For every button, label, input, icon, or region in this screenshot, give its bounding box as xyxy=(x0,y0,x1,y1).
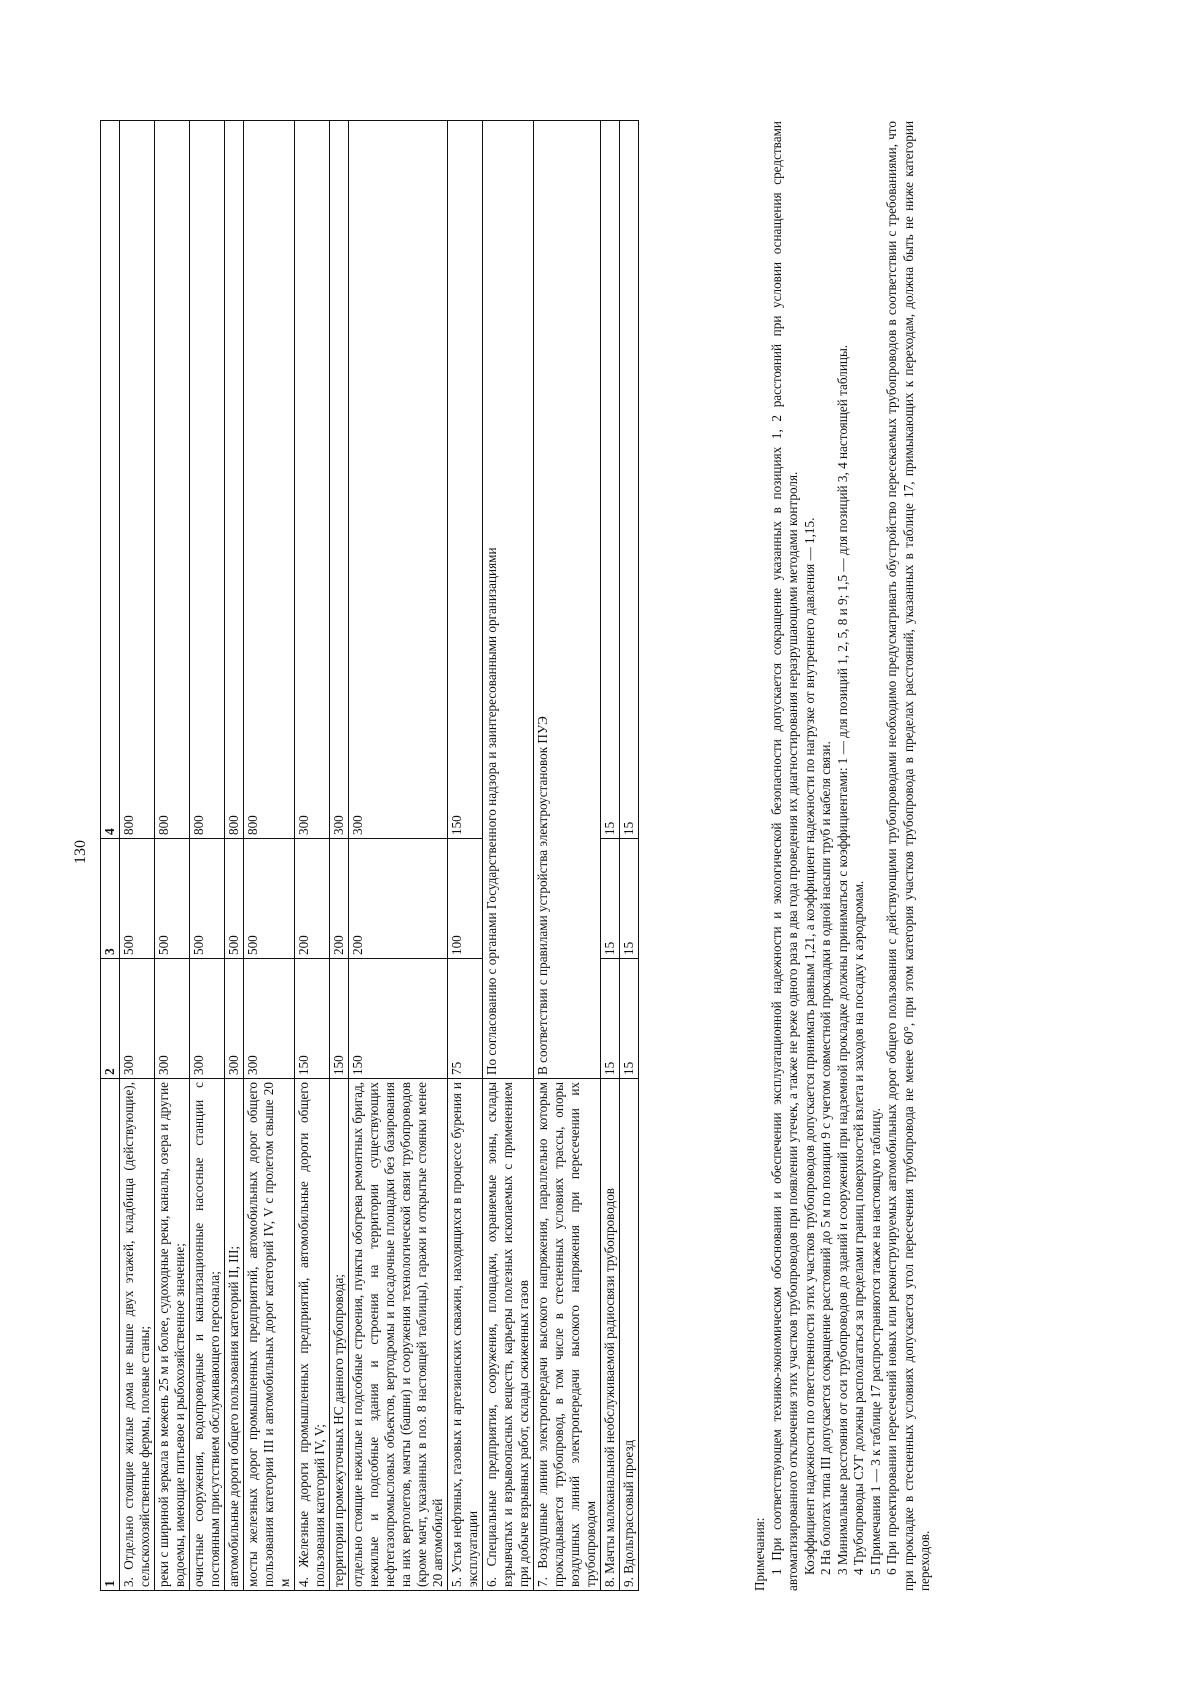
table-row xyxy=(225,121,244,1591)
note-item: 4 Трубопроводы СУГ должны располагаться за пределами границ поверхностей взлета и заходов на посадку к аэродромам. xyxy=(851,880,866,1575)
row-value-col-2: 15 xyxy=(620,959,639,1079)
row-description: территории промежуточных НС данного трубопровода; xyxy=(330,1079,349,1591)
row-value-col-4: 300 xyxy=(330,121,349,839)
table-row xyxy=(120,121,155,1591)
row-description: 5. Устья нефтяных, газовых и артезианских скважин, находящихся в процессе бурения и эксплуатации xyxy=(448,1079,483,1591)
header-col-4: 4 xyxy=(101,121,120,839)
row-description: 8. Мачты малоканальной необслуживаемой радиосвязи трубопроводов xyxy=(601,1079,620,1591)
table-row xyxy=(601,121,620,1591)
row-value-col-2: 150 xyxy=(330,959,349,1079)
table-row xyxy=(295,121,330,1591)
header-col-3: 3 xyxy=(101,839,120,959)
row-value-col-4: 800 xyxy=(190,121,225,839)
notes-section xyxy=(752,121,934,1591)
row-description: 6. Специальные предприятия, сооружения, площадки, охраняемые зоны, склады взрывчатых и взрывоопасных веществ, карьеры полезных ископаемых с применением при добыче взрывных работ, склады сжиженных газов xyxy=(483,1079,534,1591)
row-value-col-4: 800 xyxy=(225,121,244,839)
note-item: 1 При соответствующем технико-экономическом обосновании и обеспечении эксплуатационной надежности и экологической безопасности допускается сокращение указанных в позициях 1, 2 расстояний при условии оснащения средствами автоматизированного отключения этих участков трубопроводов при появлении утечек, а также не реже одного раза в два года проведения их диагностирования неразрушающими методами контроля. xyxy=(768,121,800,1591)
row-value-col-2: 150 xyxy=(349,959,448,1079)
header-col-1: 1 xyxy=(101,1079,120,1591)
row-value-col-2: 75 xyxy=(448,959,483,1079)
table-row xyxy=(483,121,534,1591)
row-value-col-3: 200 xyxy=(295,839,330,959)
row-description: отдельно стоящие нежилые и подсобные строения, пункты обогрева ремонтных бригад, нежилые и подсобные здания и строения на территории существующих нефтегазопромысловых объектов, вертодромы и посадочные площадки без базирования на них вертолетов, мачты (башни) и сооружения технологической связи трубопроводов (кроме мачт, указанных в поз. 8 настоящей таблицы), гаражи и открытые стоянки менее 20 автомобилей xyxy=(349,1079,448,1591)
row-description: реки с шириной зеркала в межень 25 м и более, судоходные реки, каналы, озера и другие водоемы, имеющие питьевое и рыбохозяйственное значение; xyxy=(155,1079,190,1591)
row-description: 3. Отдельно стоящие жилые дома не выше двух этажей, кладбища (действующие), сельскохозяйственные фермы, полевые станы; xyxy=(120,1079,155,1591)
notes-heading: Примечания: xyxy=(752,1517,767,1591)
row-description: автомобильные дороги общего пользования категорий II, III; xyxy=(225,1079,244,1591)
row-description: 4. Железные дороги промышленных предприятий, автомобильные дороги общего пользования категорий IV, V; xyxy=(295,1079,330,1591)
header-col-2: 2 xyxy=(101,959,120,1079)
row-value-col-2: 300 xyxy=(155,959,190,1079)
note-item: 3 Минимальные расстояния от оси трубопроводов до зданий и сооружений при надземной прокладке должны приниматься с коэффициентами: 1 — для позиций 1, 2, 5, 8 и 9; 1,5 — для позиций 3, 4 настоящей таблицы. xyxy=(834,344,850,1575)
table-header-row xyxy=(101,121,120,1591)
row-value-col-3: 500 xyxy=(225,839,244,959)
row-description: 9. Вдольтрассовый проезд xyxy=(620,1079,639,1591)
table-row xyxy=(190,121,225,1591)
row-value-col-4: 150 xyxy=(448,121,483,839)
row-value-col-4: 800 xyxy=(155,121,190,839)
note-item: 2 На болотах типа III допускается сокращение расстояний до 5 м по позиции 9 с учетом совместной прокладки в одной насыпи труб и кабеля связи. xyxy=(818,741,833,1575)
table-row xyxy=(244,121,295,1591)
row-value-col-2: 300 xyxy=(120,959,155,1079)
row-value-col-2: 15 xyxy=(601,959,620,1079)
note-item: Коэффициент надежности по ответственности этих участков трубопроводов допускается принимать равным 1,21, а коэффициент надежности по нагрузке от внутреннего давления — 1,15. xyxy=(801,517,817,1575)
notes-list xyxy=(769,121,934,1591)
row-value-col-4: 300 xyxy=(295,121,330,839)
note-item: 6 При проектировании пересечений новых или реконструируемых автомобильных дорог общего пользования с действующими трубопроводами необходимо предусматривать обустройство пересекаемых трубопроводов в соответствии с требованиями, что при прокладке в стесненных условиях допускается угол пересечения трубопровода не менее 60°, при этом категория участков трубопровода в пределах расстояний, указанных в таблице 17, примыкающих к переходам, должна быть не ниже категории переходов. xyxy=(884,121,932,1591)
row-value-col-4: 15 xyxy=(601,121,620,839)
row-value-col-4: 800 xyxy=(244,121,295,839)
row-requirement: В соответствии с правилами устройства электроустановок ПУЭ xyxy=(534,121,601,1079)
row-value-col-4: 300 xyxy=(349,121,448,839)
row-value-col-4: 15 xyxy=(620,121,639,839)
row-requirement: По согласованию с органами Государственного надзора и заинтересованными организациями xyxy=(483,121,534,1079)
row-description: очистные сооружения, водопроводные и канализационные насосные станции с постоянным присутствием обслуживающего персонала; xyxy=(190,1079,225,1591)
row-value-col-4: 800 xyxy=(120,121,155,839)
table-row xyxy=(349,121,448,1591)
row-value-col-3: 15 xyxy=(601,839,620,959)
row-value-col-2: 150 xyxy=(295,959,330,1079)
row-value-col-3: 500 xyxy=(244,839,295,959)
row-value-col-3: 15 xyxy=(620,839,639,959)
row-value-col-2: 300 xyxy=(190,959,225,1079)
row-value-col-3: 500 xyxy=(120,839,155,959)
row-value-col-2: 300 xyxy=(225,959,244,1079)
table-row xyxy=(330,121,349,1591)
distance-table xyxy=(100,120,639,1591)
row-value-col-3: 500 xyxy=(190,839,225,959)
table-body xyxy=(120,121,639,1591)
row-value-col-3: 200 xyxy=(330,839,349,959)
table-row xyxy=(534,121,601,1591)
row-value-col-2: 300 xyxy=(244,959,295,1079)
row-value-col-3: 500 xyxy=(155,839,190,959)
row-value-col-3: 100 xyxy=(448,839,483,959)
row-value-col-3: 200 xyxy=(349,839,448,959)
page-number: 130 xyxy=(72,840,89,864)
row-description: 7. Воздушные линии электропередачи высокого напряжения, параллельно которым прокладывается трубопровод, в том числе в стесненных условиях трассы, опоры воздушных линий электропередачи высокого напряжения при пересечении их трубопроводом xyxy=(534,1079,601,1591)
table-row xyxy=(620,121,639,1591)
table-row xyxy=(155,121,190,1591)
table-row xyxy=(448,121,483,1591)
note-item: 5 Примечания 1 — 3 к таблице 17 распространяются также на настоящую таблицу. xyxy=(867,1108,883,1575)
row-description: мосты железных дорог промышленных предприятий, автомобильных дорог общего пользования категории III и автомобильных дорог категорий IV, V с пролетом свыше 20 м xyxy=(244,1079,295,1591)
